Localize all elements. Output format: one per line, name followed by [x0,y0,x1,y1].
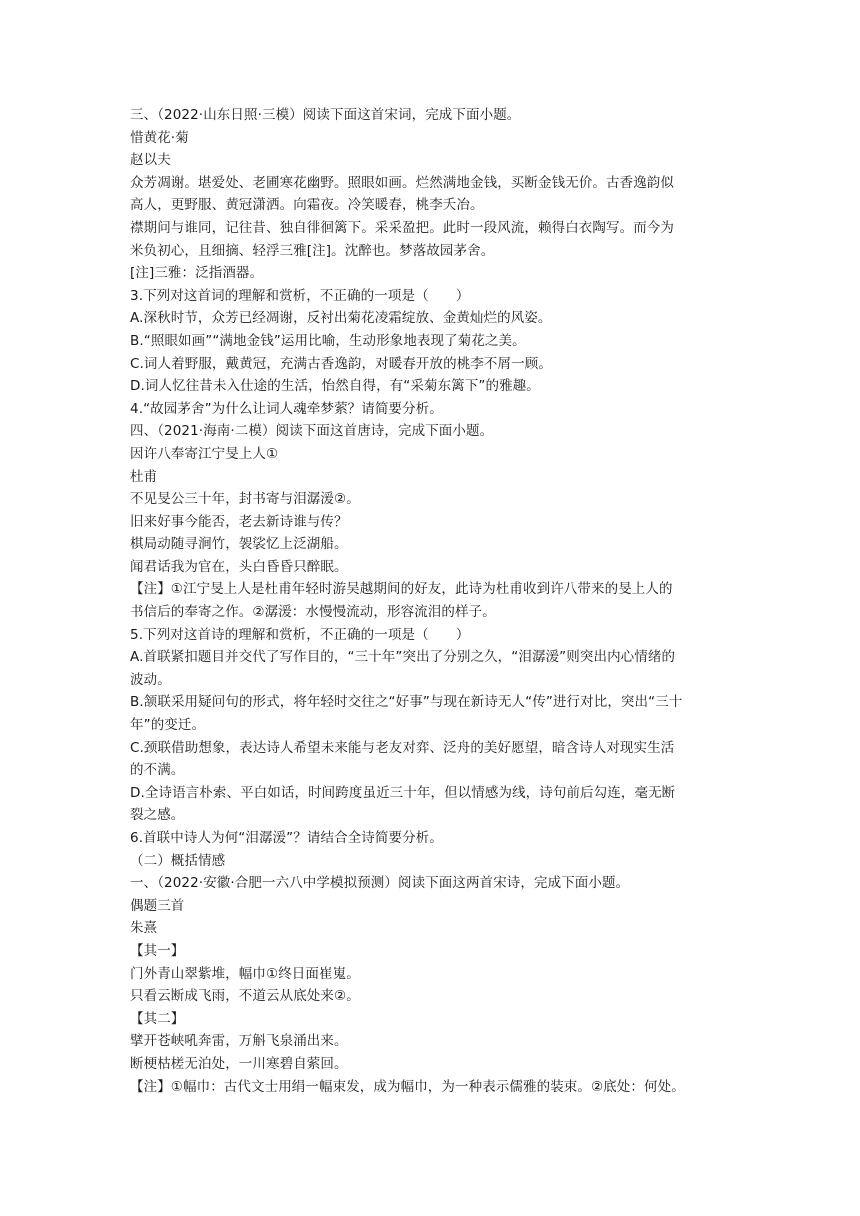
poem-author: 杜甫 [130,468,158,485]
note-line: 【注】①幅巾：古代文士用绢一幅束发，成为幅巾，为一种表示儒雅的装束。②底处：何处。 [130,1078,685,1095]
note-line: 书信后的奉寄之作。②潺湲：水慢慢流动，形容流泪的样子。 [130,604,496,621]
question-line: 3.下列对这首词的理解和赏析，不正确的一项是（ ） [130,287,470,304]
poem-text-line: 门外青山翠紫堆，幅巾①终日面崔嵬。 [130,965,360,982]
poem-text-line: 不见旻公三十年，封书寄与泪潺湲②。 [130,491,360,508]
poem-title: 因许八奉寄江宁旻上人① [130,445,279,462]
poem-part-label: 【其二】 [130,1010,185,1027]
document-body [130,104,742,1098]
question-line: 4.“故园茅舍”为什么让词人魂牵梦萦？请简要分析。 [130,400,443,417]
poem-author: 朱熹 [130,920,158,937]
section-heading: 一、（2022·安徽·合肥一六八中学模拟预测）阅读下面这两首宋诗，完成下面小题。 [130,875,630,892]
poem-part-label: 【其一】 [130,942,185,959]
poem-text-line: 众芳凋谢。堪爱处、老圃寒花幽野。照眼如画。烂然满地金钱，买断金钱无价。古香逸韵似 [130,174,674,191]
option-line: B.“照眼如画”“满地金钱”运用比喻，生动形象地表现了菊花之美。 [130,332,526,349]
question-line: 6.首联中诗人为何“泪潺湲”？请结合全诗简要分析。 [130,830,443,846]
option-line: 年”的变迁。 [130,717,206,734]
poem-author: 赵以夫 [130,152,171,169]
option-line: C.颈联借助想象，表达诗人希望未来能与老友对弈、泛舟的美好愿望，暗含诗人对现实生活 [130,739,675,756]
option-line: 裂之感。 [130,807,185,824]
option-line: D.全诗语言朴索、平白如话，时间跨度虽近三十年，但以情感为线，诗句前后勾连，毫无断 [130,784,676,801]
poem-title: 偶题三首 [130,897,185,914]
option-line: A.首联紧扣题目并交代了写作目的，“三十年”突出了分别之久，“泪潺湲”则突出内心情绪的 [130,649,676,666]
option-line: C.词人着野服，戴黄冠，充满古香逸韵，对暖春开放的桃李不屑一顾。 [130,355,552,372]
poem-text-line: 棋局动随寻涧竹，袈裟忆上泛湖船。 [130,536,348,553]
subsection-heading: （二）概括情感 [130,852,226,869]
option-line: 波动。 [130,671,171,688]
poem-text-line: 断梗枯槎无泊处，一川寒碧自萦回。 [130,1055,348,1072]
poem-text-line: 旧来好事今能否，老去新诗谁与传？ [130,513,348,530]
poem-text-line: 襟期问与谁同，记往昔、独自徘徊篱下。采采盈把。此时一段风流，赖得白衣陶写。而今为 [130,219,674,236]
option-line: D.词人忆往昔未入仕途的生活，怡然自得，有“采菊东篱下”的雅趣。 [130,378,540,395]
poem-text-line: 闻君话我为官在，头白昏昏只醉眠。 [130,558,348,575]
poem-title: 惜黄花·菊 [130,129,189,146]
option-line: B.颔联采用疑问句的形式，将年轻时交往之“好事”与现在新诗无人“传”进行对比，突出“三十 [130,694,683,711]
poem-text-line: 擘开苍峡吼奔雷，万斛飞泉涌出来。 [130,1033,348,1050]
section-heading: 四、（2021·海南·二模）阅读下面这首唐诗，完成下面小题。 [130,423,494,440]
option-line: 的不满。 [130,762,185,779]
question-line: 5.下列对这首诗的理解和赏析，不正确的一项是（ ） [130,626,470,643]
note-line: 【注】①江宁旻上人是杜甫年轻时游吴越期间的好友，此诗为杜甫收到许八带来的旻上人的 [130,581,673,598]
section-heading: 三、（2022·山东日照·三模）阅读下面这首宋词，完成下面小题。 [130,107,521,123]
poem-text-line: 米负初心，且细摘、轻浮三雅[注]。沈醉也。梦落故园茅舍。 [130,242,495,259]
poem-text-line: 只看云断成飞雨，不道云从底处来②。 [130,988,360,1005]
note-line: [注]三雅：泛指酒器。 [130,265,264,282]
option-line: A.深秋时节，众芳已经凋谢，反衬出菊花凌霜绽放、金黄灿烂的风姿。 [130,310,552,327]
poem-text-line: 高人，更野服、黄冠潇洒。向霜夜。冷笑暖春，桃李夭冶。 [130,197,484,214]
